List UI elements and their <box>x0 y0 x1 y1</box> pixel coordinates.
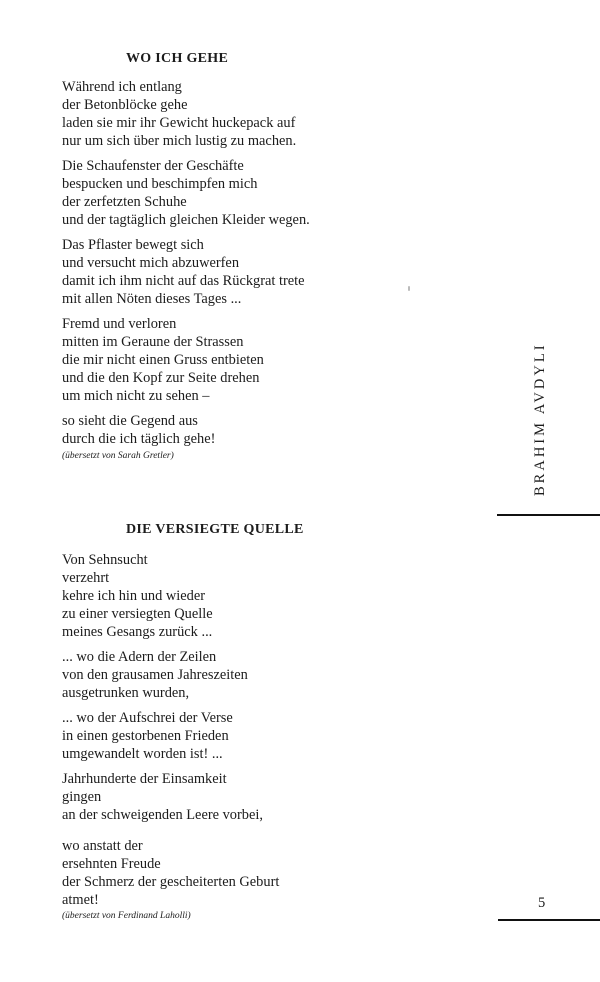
stanza <box>62 412 310 448</box>
poem-line: wo anstatt der <box>62 838 143 854</box>
poem-line: mit allen Nöten dieses Tages ... <box>62 291 242 307</box>
stanza <box>62 551 279 641</box>
poem-line: ausgetrunken wurden, <box>62 685 190 701</box>
author-name-vertical: BRAHIM AVDYLI <box>532 342 548 496</box>
poem-line: bespucken und beschimpfen mich <box>62 176 258 192</box>
poem-line: ersehnten Freude <box>62 856 161 872</box>
poem-line: und die den Kopf zur Seite drehen <box>62 370 260 386</box>
poem-line: ... wo die Adern der Zeilen <box>62 649 217 665</box>
poem-line: meines Gesangs zurück ... <box>62 624 213 640</box>
poem-line: durch die ich täglich gehe! <box>62 431 216 447</box>
poem-line: Jahrhunderte der Einsamkeit <box>62 771 227 787</box>
poem-line: der zerfetzten Schuhe <box>62 194 187 210</box>
poem-line: in einen gestorbenen Frieden <box>62 728 229 744</box>
stanza <box>62 837 279 909</box>
poem-line: atmet! <box>62 892 99 908</box>
poem-line: damit ich ihm nicht auf das Rückgrat trete <box>62 273 305 289</box>
stanza <box>62 770 279 824</box>
stanza <box>62 78 310 150</box>
translator-credit: (übersetzt von Sarah Gretler) <box>62 451 174 461</box>
poem-line: zu einer versiegten Quelle <box>62 606 213 622</box>
margin-rule <box>497 514 600 516</box>
poem-line: Während ich entlang <box>62 79 182 95</box>
page-number: 5 <box>538 895 546 911</box>
poem-line: Die Schaufenster der Geschäfte <box>62 158 244 174</box>
poem-line: an der schweigenden Leere vorbei, <box>62 807 263 823</box>
poem-line: und der tagtäglich gleichen Kleider wegen. <box>62 212 310 228</box>
poem-line: um mich nicht zu sehen – <box>62 388 210 404</box>
stanza <box>62 236 310 308</box>
poem-line: Fremd und verloren <box>62 316 177 332</box>
poem-wo-ich-gehe <box>62 78 310 462</box>
margin-rule <box>498 919 600 921</box>
poem-line: verzehrt <box>62 570 110 586</box>
poem-line: nur um sich über mich lustig zu machen. <box>62 133 297 149</box>
translator-credit: (übersetzt von Ferdinand Laholli) <box>62 911 191 921</box>
poem-line: kehre ich hin und wieder <box>62 588 206 604</box>
poem-line: gingen <box>62 789 102 805</box>
poem-line: Das Pflaster bewegt sich <box>62 237 204 253</box>
stanza <box>62 157 310 229</box>
poem-line: Von Sehnsucht <box>62 552 148 568</box>
poem-line: umgewandelt worden ist! ... <box>62 746 223 762</box>
poem-line: von den grausamen Jahreszeiten <box>62 667 248 683</box>
stanza <box>62 648 279 702</box>
poem-line: die mir nicht einen Gruss entbieten <box>62 352 264 368</box>
poem-title-die-versiegte-quelle: DIE VERSIEGTE QUELLE <box>126 522 304 537</box>
stanza <box>62 315 310 405</box>
poem-line: und versucht mich abzuwerfen <box>62 255 240 271</box>
poem-die-versiegte-quelle <box>62 551 279 922</box>
paper-speck <box>408 286 410 291</box>
poem-line: der Schmerz der gescheiterten Geburt <box>62 874 280 890</box>
stanza <box>62 709 279 763</box>
poem-line: ... wo der Aufschrei der Verse <box>62 710 233 726</box>
poem-line: laden sie mir ihr Gewicht huckepack auf <box>62 115 296 131</box>
poem-title-wo-ich-gehe: WO ICH GEHE <box>126 51 229 66</box>
poem-line: mitten im Geraune der Strassen <box>62 334 244 350</box>
poem-line: so sieht die Gegend aus <box>62 413 198 429</box>
poem-line: der Betonblöcke gehe <box>62 97 188 113</box>
